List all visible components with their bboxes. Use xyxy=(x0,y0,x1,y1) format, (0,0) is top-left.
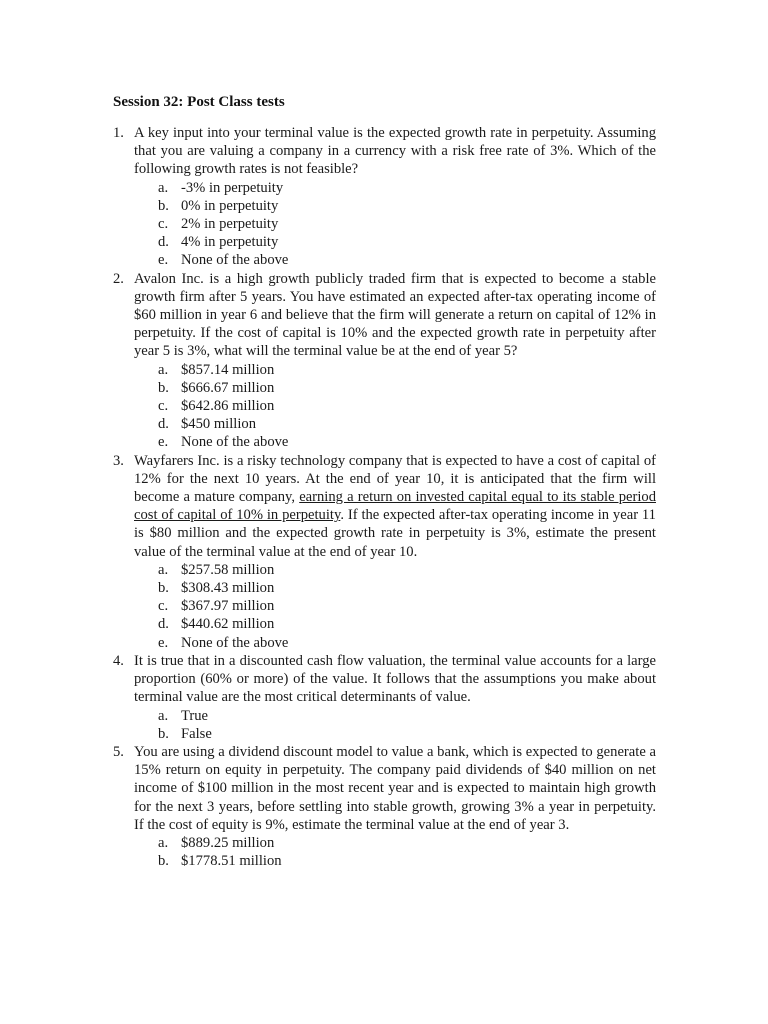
option-e xyxy=(158,433,656,451)
option-letter: d. xyxy=(158,234,169,251)
option-b xyxy=(158,379,656,397)
option-text: None of the above xyxy=(181,252,289,269)
option-a xyxy=(158,834,656,852)
option-text: $367.97 million xyxy=(181,598,275,615)
option-letter: b. xyxy=(158,197,169,214)
question-1 xyxy=(113,124,656,270)
question-number: 4. xyxy=(113,652,124,669)
question-number: 2. xyxy=(113,270,124,287)
option-text: $666.67 million xyxy=(181,379,275,396)
question-list xyxy=(113,124,656,870)
question-2 xyxy=(113,270,656,452)
question-3 xyxy=(113,452,656,652)
option-letter: e. xyxy=(158,252,169,269)
option-text: $257.58 million xyxy=(181,561,275,578)
question-5 xyxy=(113,743,656,870)
question-number: 5. xyxy=(113,743,124,760)
option-letter: d. xyxy=(158,416,169,433)
option-letter: c. xyxy=(158,598,169,615)
option-c xyxy=(158,597,656,615)
option-list xyxy=(134,179,656,270)
option-letter: a. xyxy=(158,179,169,196)
underlined-phrase: earning a return on invested capital equal to its stable period cost of capital of 10% in perpetuity xyxy=(134,489,656,524)
option-d xyxy=(158,415,656,433)
option-letter: a. xyxy=(158,561,169,578)
question-text: A key input into your terminal value is the expected growth rate in perpetuity. Assuming that you are valuing a company in a currency with a risk free rate of 3%. Which of the following growth rates is not feasible? xyxy=(134,125,656,178)
question-text-before: Wayfarers Inc. is a risky technology company that is expected to have a cost of capital of 12% for the next 10 years. At the end of year 10, it is anticipated that the firm will become a mature company, xyxy=(134,452,656,506)
option-letter: b. xyxy=(158,725,169,742)
option-text: $450 million xyxy=(181,416,256,433)
option-text: None of the above xyxy=(181,434,289,451)
option-b xyxy=(158,725,656,743)
option-d xyxy=(158,233,656,251)
option-b xyxy=(158,197,656,215)
option-text: $857.14 million xyxy=(181,361,275,378)
option-letter: d. xyxy=(158,616,169,633)
option-e xyxy=(158,251,656,269)
option-b xyxy=(158,579,656,597)
question-number: 3. xyxy=(113,452,124,469)
option-a xyxy=(158,179,656,197)
option-letter: b. xyxy=(158,853,169,870)
option-list xyxy=(134,707,656,743)
option-letter: e. xyxy=(158,434,169,451)
question-text-after: . If the expected after-tax operating income in year 11 is $80 million and the expected growth rate in perpetuity is 3%, estimate the present value of the terminal value at the end of year 10. xyxy=(134,507,656,560)
option-text: $642.86 million xyxy=(181,398,275,415)
option-e xyxy=(158,634,656,652)
option-text: $440.62 million xyxy=(181,616,275,633)
question-text: You are using a dividend discount model to value a bank, which is expected to generate a 15% return on equity in perpetuity. The company paid dividends of $40 million on net income of $100 million in the most recent year and is expected to maintain high growth for the next 3 years, before settling into stable growth, growing 3% a year in perpetuity. If the cost of equity is 9%, estimate the terminal value at the end of year 3. xyxy=(134,743,656,833)
option-text: $1778.51 million xyxy=(181,853,282,870)
option-text: 4% in perpetuity xyxy=(181,234,279,251)
option-text: False xyxy=(181,725,212,742)
option-text: None of the above xyxy=(181,634,289,651)
option-letter: a. xyxy=(158,834,169,851)
option-text: $308.43 million xyxy=(181,580,275,597)
option-letter: b. xyxy=(158,580,169,597)
option-text: True xyxy=(181,707,209,724)
question-text: Avalon Inc. is a high growth publicly traded firm that is expected to become a stable growth firm after 5 years. You have estimated an expected after-tax operating income of $60 million in year 6 and believe that the firm will generate a return on capital of 12% in perpetuity. If the cost of capital is 10% and the expected growth rate in perpetuity after year 5 is 3%, what will the terminal value be at the end of year 5? xyxy=(134,270,656,360)
question-4 xyxy=(113,652,656,743)
option-b xyxy=(158,852,656,870)
option-letter: b. xyxy=(158,379,169,396)
option-letter: a. xyxy=(158,707,169,724)
option-text: 0% in perpetuity xyxy=(181,197,279,214)
option-text: $889.25 million xyxy=(181,834,275,851)
option-letter: c. xyxy=(158,216,169,233)
option-c xyxy=(158,215,656,233)
option-c xyxy=(158,397,656,415)
option-text: 2% in perpetuity xyxy=(181,216,279,233)
question-text xyxy=(134,452,656,561)
option-letter: a. xyxy=(158,361,169,378)
option-letter: e. xyxy=(158,634,169,651)
option-text: -3% in perpetuity xyxy=(181,179,284,196)
option-letter: c. xyxy=(158,398,169,415)
option-a xyxy=(158,707,656,725)
question-text: It is true that in a discounted cash flow valuation, the terminal value accounts for a large proportion (60% or more) of the value. It follows that the assumptions you make about terminal value are the most critical determinants of value. xyxy=(134,652,656,706)
option-a xyxy=(158,561,656,579)
option-d xyxy=(158,615,656,633)
page-title: Session 32: Post Class tests xyxy=(113,94,285,110)
option-a xyxy=(158,361,656,379)
option-list xyxy=(134,561,656,652)
question-number: 1. xyxy=(113,125,124,141)
option-list xyxy=(134,834,656,870)
option-list xyxy=(134,361,656,452)
